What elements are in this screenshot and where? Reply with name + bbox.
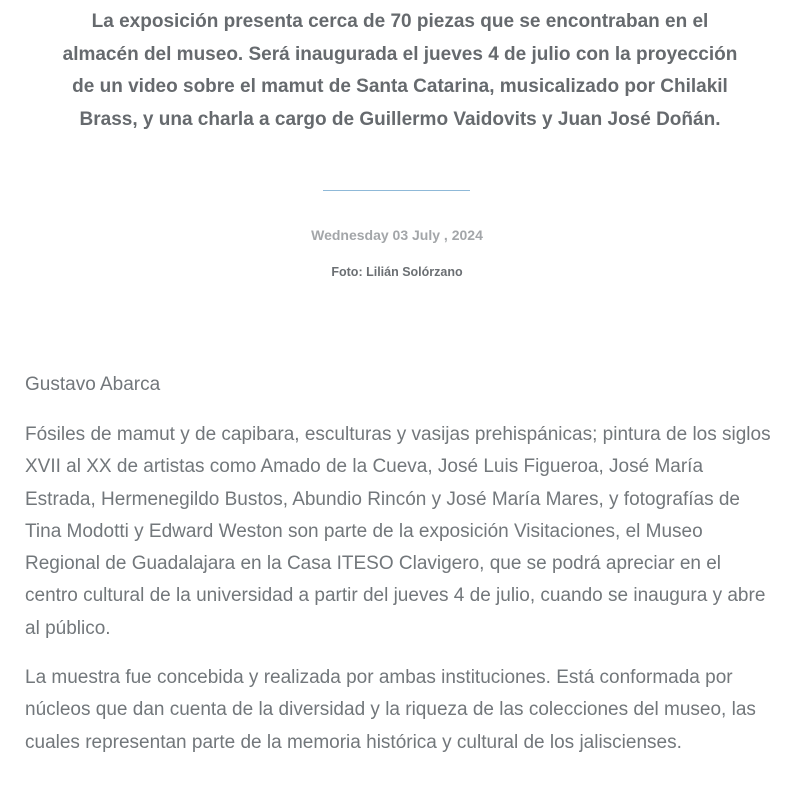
body-paragraph: La muestra fue concebida y realizada por ambas instituciones. Está conformada por núcleos que dan cuenta de la diversidad y la riqueza de las colecciones del museo, las cuales representan parte de la memoria histórica y cultural de los jaliscienses.: [25, 667, 756, 753]
photo-credit: Foto: Lilián Solórzano: [331, 265, 463, 279]
article-summary: La exposición presenta cerca de 70 piezas que se encontraban en el almacén del museo. Será inaugurada el jueves 4 de julio con la proyección de un video sobre el mamut de Santa Catarina, musicalizado por Chilakil Brass, y una charla a cargo de Guillermo Vaidovits y Juan José Doñán.: [62, 11, 738, 130]
publish-date: Wednesday 03 July , 2024: [311, 227, 483, 243]
divider: [323, 190, 470, 191]
author-name: Gustavo Abarca: [25, 374, 161, 395]
body-paragraph: Fósiles de mamut y de capibara, esculturas y vasijas prehispánicas; pintura de los siglos XVII al XX de artistas como Amado de la Cueva, José Luis Figueroa, José María Estrada, Hermenegildo Bustos, Abundio Rincón y José María Mares, y fotografías de Tina Modotti y Edward Weston son parte de la exposición Visitaciones, el Museo Regional de Guadalajara en la Casa ITESO Clavigero, que se podrá apreciar en el centro cultural de la universidad a partir del jueves 4 de julio, cuando se inaugura y abre al público.: [25, 424, 771, 639]
